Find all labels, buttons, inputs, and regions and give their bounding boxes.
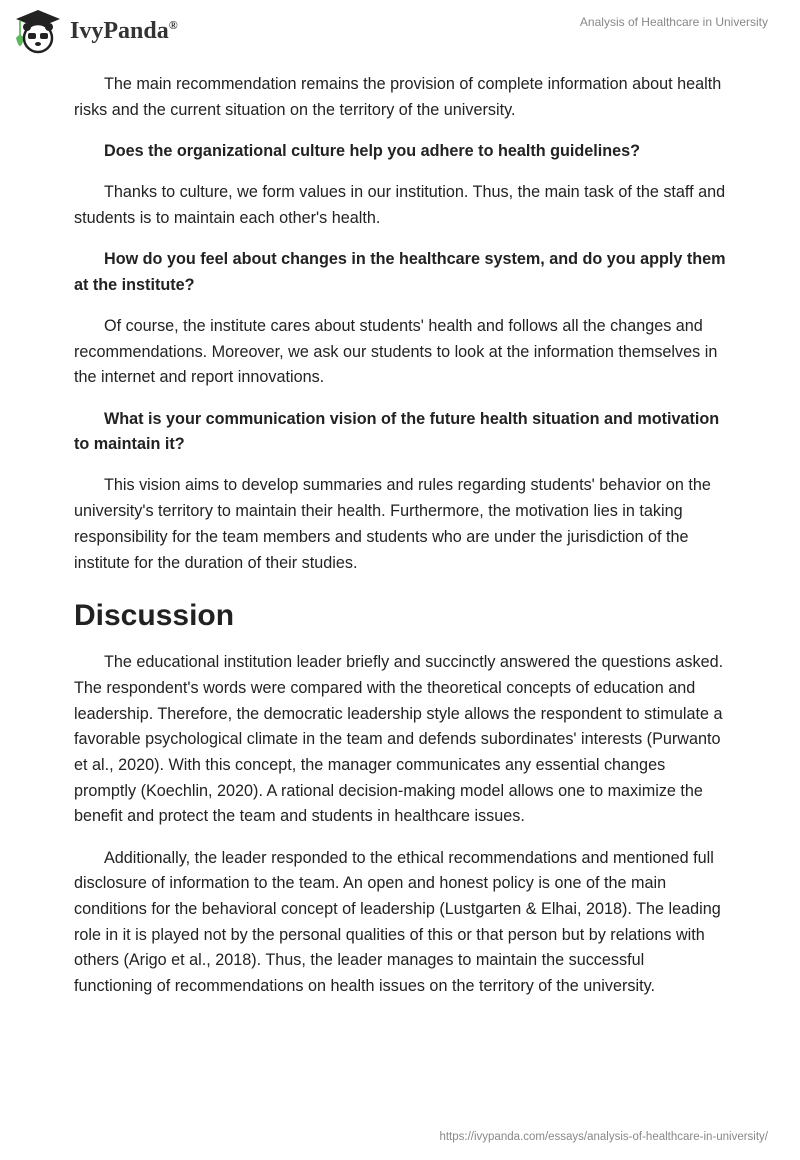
document-title: Analysis of Healthcare in University xyxy=(579,15,768,29)
interview-question: How do you feel about changes in the healthcare system, and do you apply them at the institute? xyxy=(74,250,726,294)
paragraph: This vision aims to develop summaries and rules regarding students' behavior on the university's territory to maintain their health. Furthermore, the motivation lies in taking responsibility for the team members and students who are under the jurisdiction of the institute for the duration of their studies. xyxy=(74,476,711,572)
ivypanda-logo[interactable] xyxy=(14,8,178,54)
source-url[interactable]: https://ivypanda.com/essays/analysis-of-healthcare-in-university/ xyxy=(439,1131,768,1143)
paragraph: The educational institution leader briefly and succinctly answered the questions asked. The respondent's words were compared with the theoretical concepts of education and leadership. Therefore, the democratic leadership style allows the respondent to stimulate a favorable psychological climate in the team and defends subordinates' interests (Purwanto et al., 2020). With this concept, the manager communicates any essential changes promptly (Koechlin, 2020). A rational decision-making model allows one to maximize the benefit and protect the team and students in healthcare issues. xyxy=(74,653,724,826)
paragraph: Thanks to culture, we form values in our institution. Thus, the main task of the staff and students is to maintain each other's health. xyxy=(74,183,726,227)
paragraph: Of course, the institute cares about students' health and follows all the changes and recommendations. Moreover, we ask our students to look at the information themselves in the internet and report innovations. xyxy=(74,316,718,387)
paragraph: The main recommendation remains the provision of complete information about health risks and the current situation on the territory of the university. xyxy=(74,75,722,119)
paragraph: Additionally, the leader responded to the ethical recommendations and mentioned full disclosure of information to the team. An open and honest policy is one of the main conditions for the behavioral concept of leadership (Lustgarten & Elhai, 2018). The leading role in it is played not by the personal qualities of this or that person but by relations with others (Arigo et al., 2018). Thus, the leader manages to maintain the successful functioning of recommendations on health issues on the territory of the university. xyxy=(74,848,721,996)
essay-content xyxy=(74,72,726,1015)
interview-question: What is your communication vision of the future health situation and motivation to maintain it? xyxy=(74,409,720,454)
panda-logo-icon xyxy=(14,8,62,54)
section-heading: Discussion xyxy=(74,599,235,633)
logo-text: IvyPanda® xyxy=(70,17,178,44)
interview-question: Does the organizational culture help you adhere to health guidelines? xyxy=(104,141,641,160)
